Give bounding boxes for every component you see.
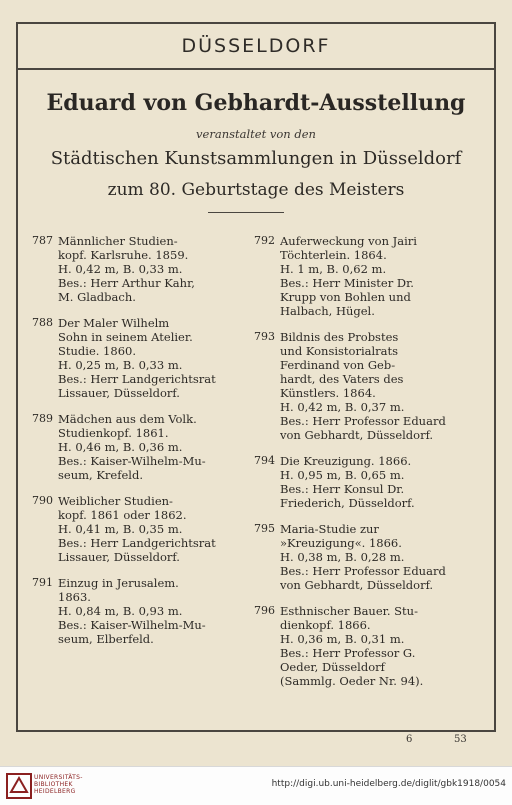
entry-line: hardt, des Vaters des xyxy=(280,372,404,386)
viewer-footer-bar xyxy=(0,766,512,805)
sheet-number: 6 xyxy=(406,734,413,745)
entry-line: Sohn in seinem Atelier. xyxy=(58,330,193,344)
entry-line: Weiblicher Studien- xyxy=(58,494,173,508)
entry-line: (Sammlg. Oeder Nr. 94). xyxy=(280,674,424,688)
catalog-entry xyxy=(32,234,237,304)
library-line-3: HEIDELBERG xyxy=(34,788,76,795)
entry-line: Maria-Studie zur xyxy=(280,522,379,536)
entry-line: Bes.: Herr Landgerichtsrat xyxy=(58,536,216,550)
entry-line: Künstlers. 1864. xyxy=(280,386,376,400)
left-column xyxy=(32,234,237,658)
entry-line: Bes.: Herr Arthur Kahr, xyxy=(58,276,195,290)
catalog-number: 796 xyxy=(254,604,275,617)
catalog-entry xyxy=(254,234,459,318)
entry-line: Halbach, Hügel. xyxy=(280,304,375,318)
catalog-number: 795 xyxy=(254,522,275,535)
entry-line: Bes.: Herr Landgerichtsrat xyxy=(58,372,216,386)
entry-line: Bes.: Herr Konsul Dr. xyxy=(280,482,405,496)
catalog-number: 789 xyxy=(32,412,53,425)
entry-line: H. 0,46 m, B. 0,36 m. xyxy=(58,440,183,454)
entry-line: von Gebhardt, Düsseldorf. xyxy=(280,578,434,592)
entry-line: Ferdinand von Geb- xyxy=(280,358,396,372)
entry-line: H. 0,84 m, B. 0,93 m. xyxy=(58,604,183,618)
entry-line: Männlicher Studien- xyxy=(58,234,178,248)
entry-line: Bildnis des Probstes xyxy=(280,330,399,344)
catalog-entry xyxy=(32,316,237,400)
entry-line: Bes.: Kaiser-Wilhelm-Mu- xyxy=(58,618,206,632)
catalog-number: 790 xyxy=(32,494,53,507)
university-seal-icon xyxy=(5,772,33,800)
entry-line: H. 0,38 m, B. 0,28 m. xyxy=(280,550,405,564)
entry-line: H. 0,95 m, B. 0,65 m. xyxy=(280,468,405,482)
catalog-number: 787 xyxy=(32,234,53,247)
entry-line: Studienkopf. 1861. xyxy=(58,426,169,440)
entry-line: seum, Elberfeld. xyxy=(58,632,154,646)
city-heading: DÜSSELDORF xyxy=(181,35,331,57)
entry-line: von Gebhardt, Düsseldorf. xyxy=(280,428,434,442)
entry-line: Studie. 1860. xyxy=(58,344,136,358)
exhibition-title: Eduard von Gebhardt-Ausstellung xyxy=(46,90,466,116)
entry-line: Bes.: Herr Professor Eduard xyxy=(280,564,446,578)
catalog-entry xyxy=(254,454,459,510)
entry-line: Bes.: Herr Professor G. xyxy=(280,646,416,660)
entry-line: kopf. Karlsruhe. 1859. xyxy=(58,248,189,262)
page-number: 53 xyxy=(454,734,467,745)
catalog-number: 791 xyxy=(32,576,53,589)
entry-line: Der Maler Wilhelm xyxy=(58,316,170,330)
entry-line: kopf. 1861 oder 1862. xyxy=(58,508,187,522)
library-name xyxy=(34,774,83,795)
entry-line: H. 0,41 m, B. 0,35 m. xyxy=(58,522,183,536)
catalog-number: 792 xyxy=(254,234,275,247)
entry-line: seum, Krefeld. xyxy=(58,468,143,482)
entry-line: H. 0,42 m, B. 0,33 m. xyxy=(58,262,183,276)
entry-line: H. 0,36 m, B. 0,31 m. xyxy=(280,632,405,646)
permalink-url[interactable]: http://digi.ub.uni-heidelberg.de/diglit/gbk1918/0054 xyxy=(271,779,506,789)
entry-line: H. 0,42 m, B. 0,37 m. xyxy=(280,400,405,414)
entry-line: Lissauer, Düsseldorf. xyxy=(58,386,180,400)
page-footer xyxy=(0,734,512,750)
right-column xyxy=(254,234,459,700)
entry-line: Einzug in Jerusalem. xyxy=(58,576,179,590)
entry-line: Auferweckung von Jairi xyxy=(280,234,417,248)
entry-line: Friederich, Düsseldorf. xyxy=(280,496,415,510)
page-frame xyxy=(16,22,496,732)
catalog-entry xyxy=(254,604,459,688)
occasion-line: zum 80. Geburtstage des Meisters xyxy=(107,180,405,200)
entry-line: und Konsistorialrats xyxy=(280,344,399,358)
catalog-entry xyxy=(32,576,237,646)
entry-line: Bes.: Kaiser-Wilhelm-Mu- xyxy=(58,454,206,468)
catalog-number: 794 xyxy=(254,454,275,467)
catalog-entry xyxy=(32,494,237,564)
entry-line: H. 0,25 m, B. 0,33 m. xyxy=(58,358,183,372)
city-band xyxy=(18,24,494,70)
library-line-2: BIBLIOTHEK xyxy=(34,781,73,788)
entry-line: Krupp von Bohlen und xyxy=(280,290,411,304)
entry-line: Oeder, Düsseldorf xyxy=(280,660,385,674)
entry-line: M. Gladbach. xyxy=(58,290,136,304)
entry-line: Lissauer, Düsseldorf. xyxy=(58,550,180,564)
entry-line: Bes.: Herr Professor Eduard xyxy=(280,414,446,428)
exhibition-subtitle: veranstaltet von den xyxy=(196,127,316,141)
entry-line: Esthnischer Bauer. Stu- xyxy=(280,604,418,618)
entry-line: dienkopf. 1866. xyxy=(280,618,371,632)
divider-rule xyxy=(208,212,284,213)
entry-line: Die Kreuzigung. 1866. xyxy=(280,454,412,468)
catalog-number: 788 xyxy=(32,316,53,329)
catalog-number: 793 xyxy=(254,330,275,343)
catalog-entry xyxy=(254,522,459,592)
entry-line: Bes.: Herr Minister Dr. xyxy=(280,276,414,290)
entry-line: Töchterlein. 1864. xyxy=(280,248,387,262)
catalog-entry xyxy=(32,412,237,482)
entry-line: »Kreuzigung«. 1866. xyxy=(280,536,402,550)
library-line-1: UNIVERSITÄTS- xyxy=(34,774,83,781)
entry-line: Mädchen aus dem Volk. xyxy=(58,412,197,426)
organizer-line: Städtischen Kunstsammlungen in Düsseldorf xyxy=(50,148,462,169)
entry-line: 1863. xyxy=(58,590,91,604)
entry-line: H. 1 m, B. 0,62 m. xyxy=(280,262,387,276)
catalog-entry xyxy=(254,330,459,442)
